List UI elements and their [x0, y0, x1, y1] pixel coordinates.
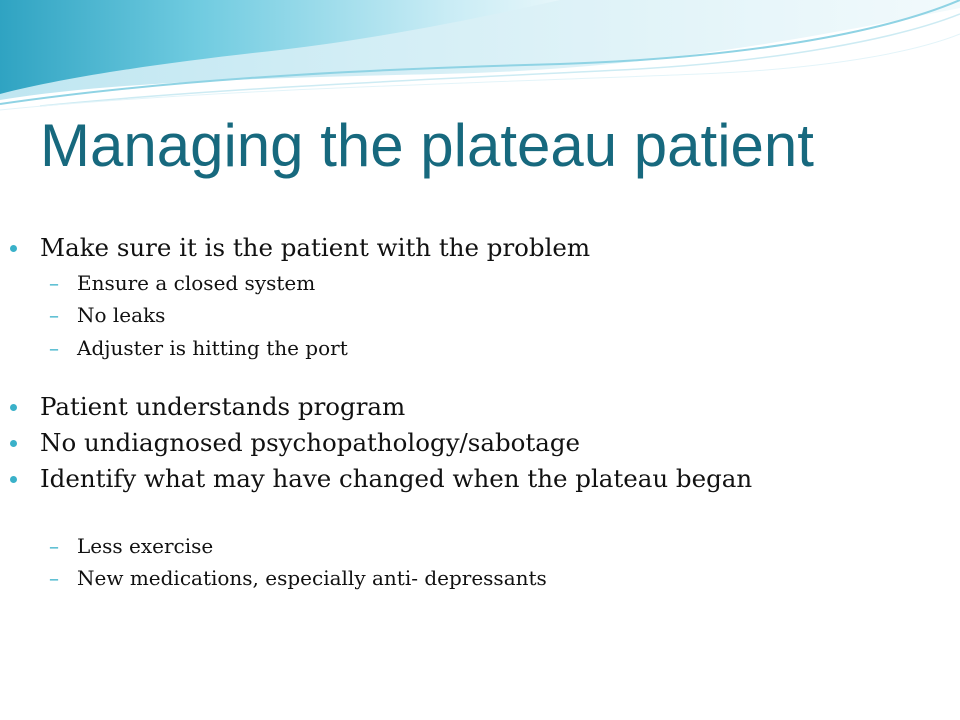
sub-bullet-item: – Less exercise [77, 534, 777, 558]
bullet-item: Patient understands program [40, 395, 820, 419]
sub-bullet-item: – Ensure a closed system [77, 271, 777, 295]
bullet-item: Identify what may have changed when the plateau began [40, 467, 820, 491]
bullet-item: Make sure it is the patient with the problem [40, 236, 820, 260]
slide-title: Managing the plateau patient [40, 112, 814, 179]
bullet-item: No undiagnosed psychopathology/sabotage [40, 431, 820, 455]
sub-bullet-item: – No leaks [77, 303, 777, 327]
sub-bullet-item: – New medications, especially anti- depressants [77, 566, 777, 590]
sub-bullet-item: – Adjuster is hitting the port [77, 336, 777, 360]
